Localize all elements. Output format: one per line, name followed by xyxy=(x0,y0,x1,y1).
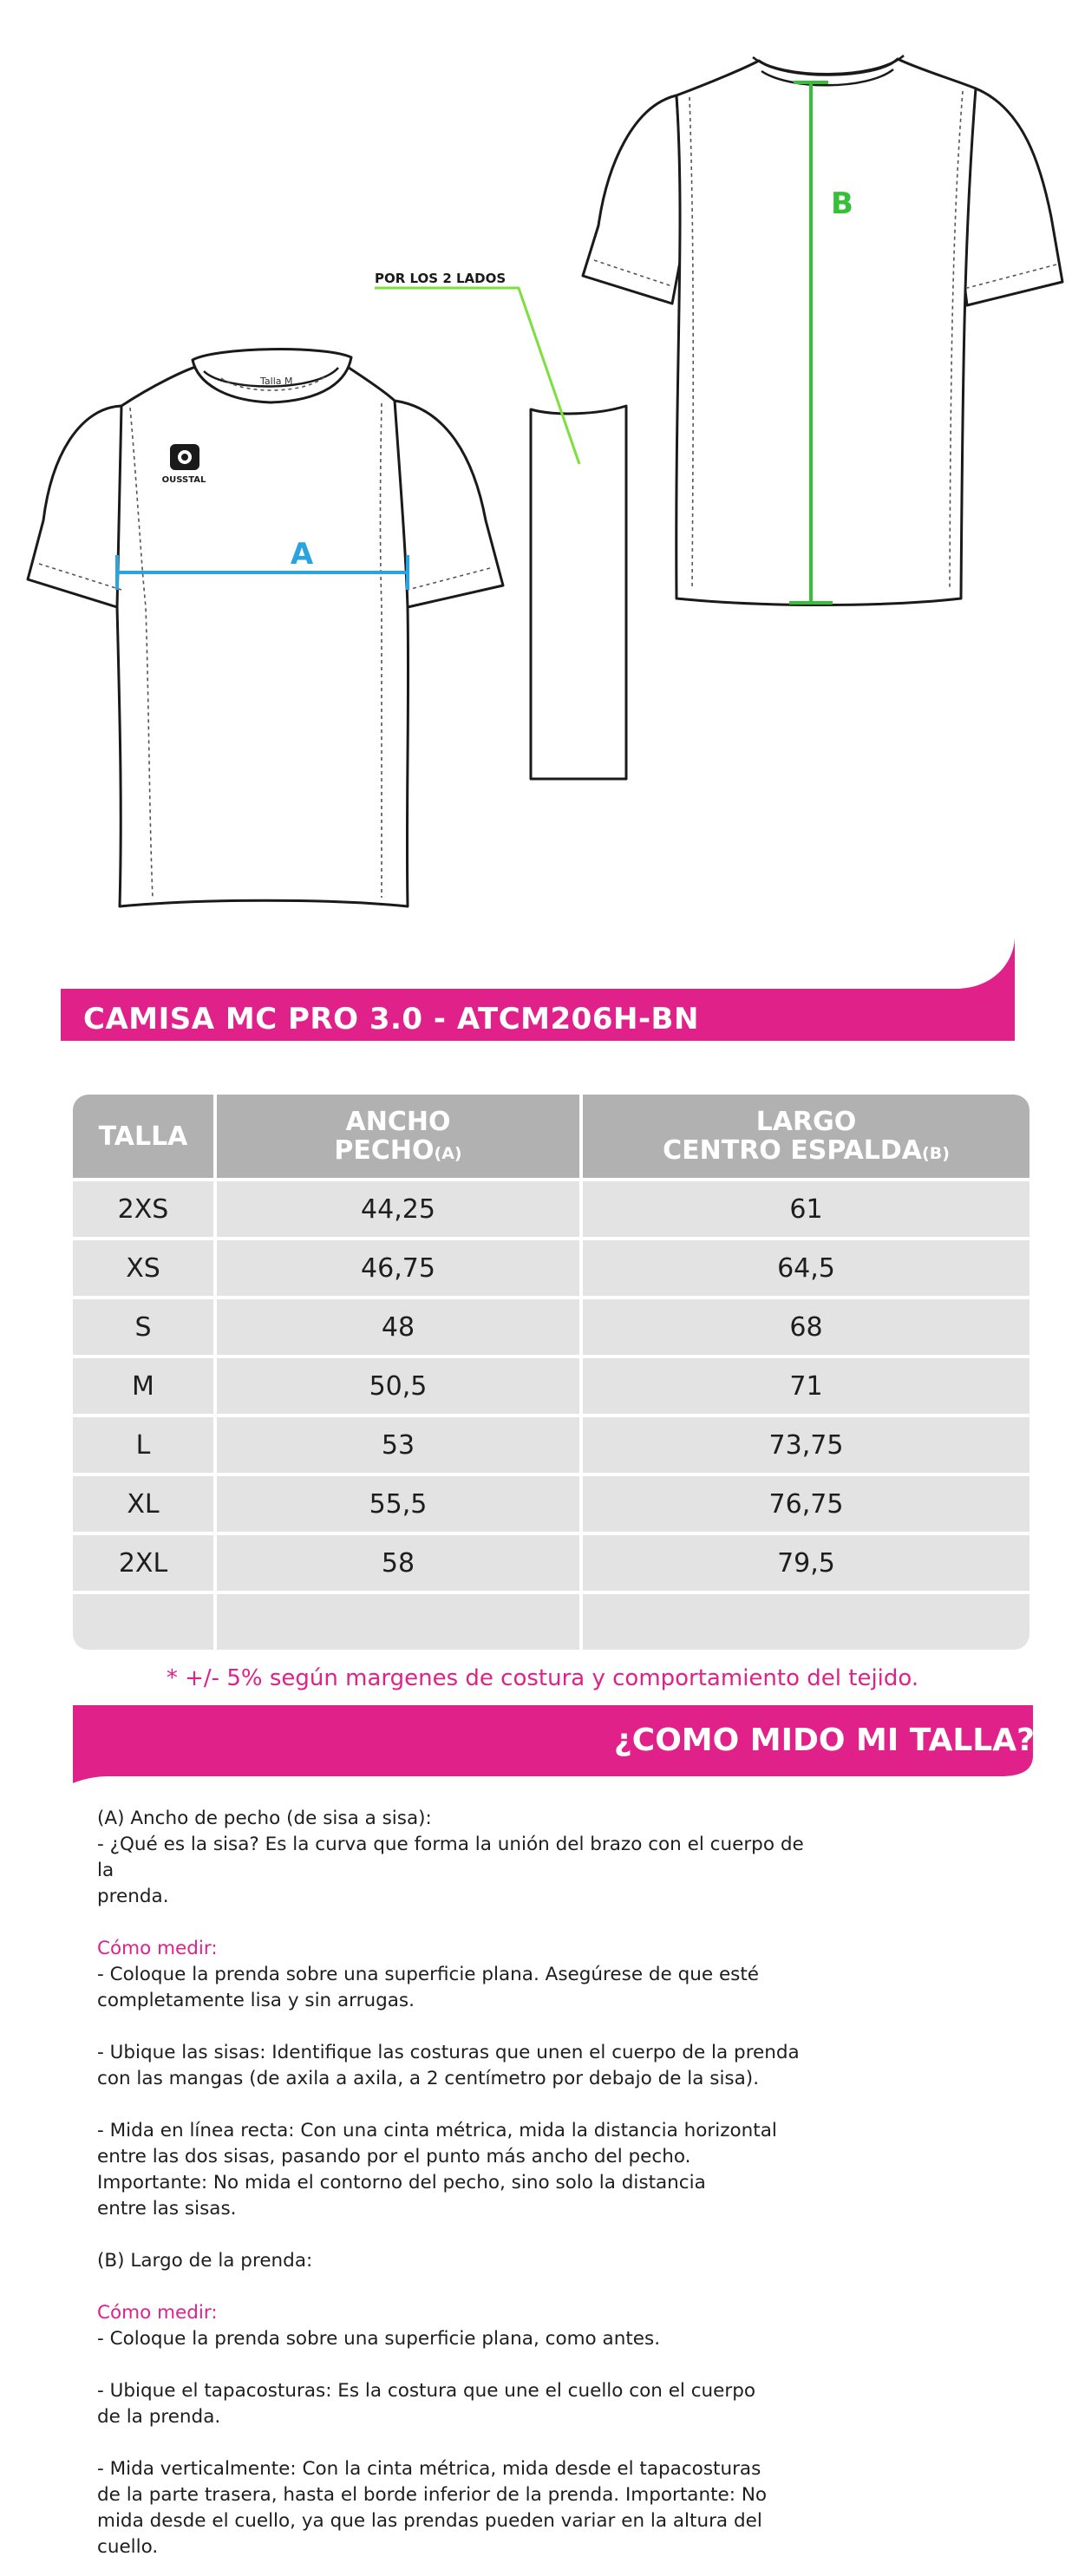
cell-largo: 73,75 xyxy=(583,1414,1029,1473)
a-heading: (A) Ancho de pecho (de sisa a sisa): xyxy=(97,1808,432,1829)
header-largo-espalda xyxy=(583,1095,1029,1178)
cell-largo: 61 xyxy=(583,1178,1029,1237)
cell-talla: 2XS xyxy=(73,1178,217,1237)
back-body xyxy=(676,59,976,605)
cell-largo xyxy=(583,1591,1029,1650)
header-ancho-line2: PECHO xyxy=(334,1135,435,1166)
cell-largo: 64,5 xyxy=(583,1237,1029,1296)
cell-ancho: 50,5 xyxy=(217,1355,583,1414)
header-ancho-sub: (A) xyxy=(434,1144,462,1163)
cell-talla: M xyxy=(73,1355,217,1414)
table-row xyxy=(73,1178,1029,1237)
table-row xyxy=(73,1473,1029,1532)
front-shirt-drawing xyxy=(28,350,503,906)
cell-ancho: 53 xyxy=(217,1414,583,1473)
b-heading: (B) Largo de la prenda: xyxy=(97,2250,313,2272)
cell-talla: S xyxy=(73,1296,217,1355)
measure-b-label: B xyxy=(831,186,853,221)
back-left-sleeve xyxy=(583,95,685,304)
a-step-3: - Mida en línea recta: Con una cinta métrica, mida la distancia horizontal entre las dos sisas, pasando por el punto más ancho del pecho. Importante: No mida el contorno del pecho, sino solo la distancia entre las sisas. xyxy=(97,2120,777,2220)
cell-ancho: 55,5 xyxy=(217,1473,583,1532)
header-talla-text: TALLA xyxy=(98,1121,188,1152)
front-right-sleeve xyxy=(395,401,503,607)
cell-ancho: 48 xyxy=(217,1296,583,1355)
cell-talla: XL xyxy=(73,1473,217,1532)
b-step-3: - Mida verticalmente: Con la cinta métrica, mida desde el tapacosturas de la parte trasera, hasta el borde inferior de la prenda. Importante: No mida desde el cuello, ya que las prendas pueden variar en la altura del cuello. xyxy=(97,2458,768,2558)
cell-largo: 68 xyxy=(583,1296,1029,1355)
cell-ancho: 58 xyxy=(217,1532,583,1591)
table-row xyxy=(73,1591,1029,1650)
header-ancho-pecho xyxy=(217,1095,583,1178)
table-row xyxy=(73,1237,1029,1296)
side-note-label: POR LOS 2 LADOS xyxy=(375,271,507,286)
cell-talla: XS xyxy=(73,1237,217,1296)
title-banner xyxy=(0,937,1085,1058)
a-step-2: - Ubique las sisas: Identifique las costuras que unen el cuerpo de la prenda con las mangas (de axila a axila, a 2 centímetro por debajo de la sisa). xyxy=(97,2042,800,2089)
how-to-measure-label: Cómo medir: xyxy=(97,2302,218,2324)
table-row xyxy=(73,1355,1029,1414)
a-step-1: - Coloque la prenda sobre una superficie plana. Asegúrese de que esté completamente lisa y sin arrugas. xyxy=(97,1964,760,2011)
cell-ancho: 46,75 xyxy=(217,1237,583,1296)
measurement-instructions xyxy=(97,1806,808,2560)
cell-ancho: 44,25 xyxy=(217,1178,583,1237)
how-to-measure-label: Cómo medir: xyxy=(97,1938,218,1959)
cell-ancho xyxy=(217,1591,583,1650)
a-what: - ¿Qué es la sisa? Es la curva que forma la unión del brazo con el cuerpo de la prenda. xyxy=(97,1834,804,1907)
header-ancho-line1: ANCHO xyxy=(345,1107,451,1137)
header-largo-sub: (B) xyxy=(922,1144,950,1163)
shirt-measurement-diagram xyxy=(0,0,1085,945)
cell-largo: 71 xyxy=(583,1355,1029,1414)
front-neck-label: Talla M xyxy=(260,376,293,387)
brand-logo-text: OUSSTAL xyxy=(161,475,206,485)
table-header-row xyxy=(73,1095,1029,1178)
b-step-1: - Coloque la prenda sobre una superficie plana, como antes. xyxy=(97,2328,661,2350)
header-largo-line2: CENTRO ESPALDA xyxy=(663,1135,923,1166)
size-chart-table xyxy=(73,1095,1029,1650)
measure-a-label: A xyxy=(290,537,314,572)
cell-largo: 76,75 xyxy=(583,1473,1029,1532)
front-body xyxy=(117,361,409,906)
table-row xyxy=(73,1532,1029,1591)
back-shirt-drawing xyxy=(583,56,1062,605)
table-row xyxy=(73,1414,1029,1473)
cell-talla xyxy=(73,1591,217,1650)
cell-talla: L xyxy=(73,1414,217,1473)
tolerance-footnote: * +/- 5% según margenes de costura y comportamiento del tejido. xyxy=(166,1665,919,1691)
cell-largo: 79,5 xyxy=(583,1532,1029,1591)
header-largo-line1: LARGO xyxy=(755,1107,857,1137)
table-row xyxy=(73,1296,1029,1355)
b-step-2: - Ubique el tapacosturas: Es la costura que une el cuello con el cuerpo de la prenda. xyxy=(97,2380,756,2428)
product-title: CAMISA MC PRO 3.0 - ATCM206H-BN xyxy=(83,1002,699,1036)
header-talla xyxy=(73,1095,217,1178)
cell-talla: 2XL xyxy=(73,1532,217,1591)
howto-title: ¿COMO MIDO MI TALLA? xyxy=(613,1723,1035,1758)
